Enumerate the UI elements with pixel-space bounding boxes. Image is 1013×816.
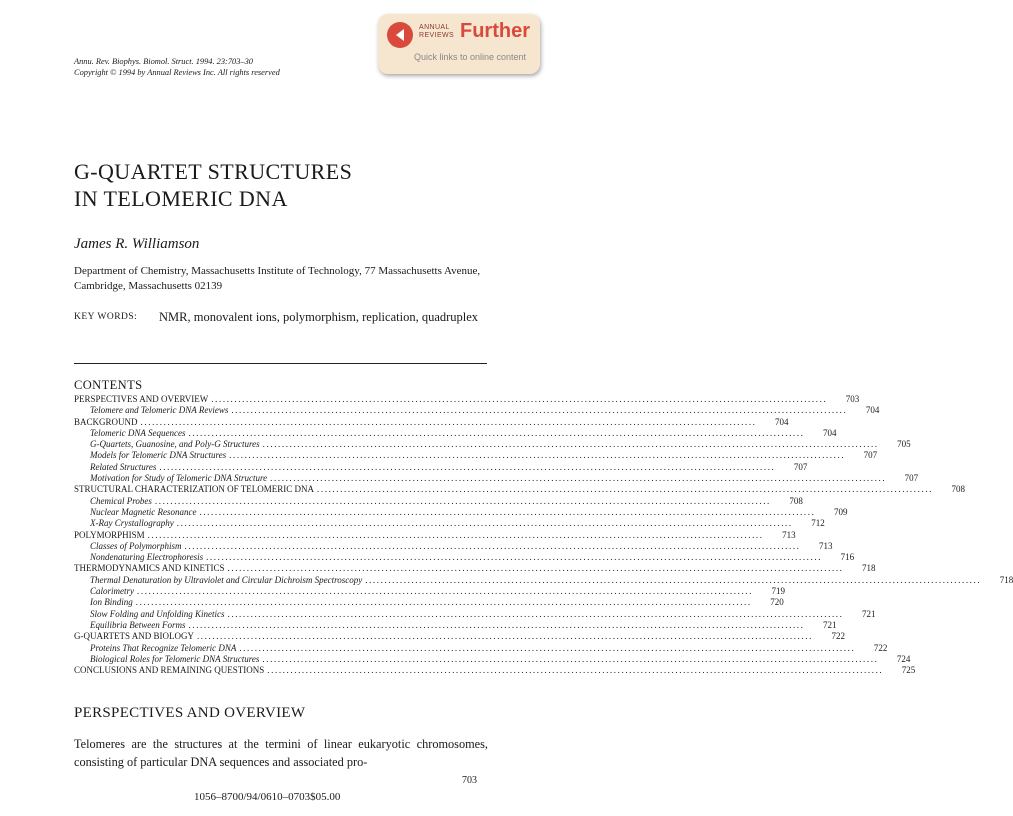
toc-entry-page: 712: [811, 518, 825, 529]
toc-dot-leader: ................................................................................................................................................................: [206, 552, 823, 563]
toc-entry-page: 705: [897, 439, 911, 450]
toc-entry-page: 707: [863, 450, 878, 461]
toc-dot-leader: ................................................................................................................................................................: [188, 427, 805, 438]
toc-entry[interactable]: [74, 552, 855, 563]
toc-entry-page: 707: [793, 461, 808, 472]
footer-code: 1056–8700/94/0610–0703$05.00: [194, 791, 341, 803]
toc-entry-page: 721: [823, 619, 837, 630]
toc-entry[interactable]: [74, 518, 825, 529]
further-label: Further: [460, 20, 530, 42]
divider-rule: [74, 363, 487, 364]
toc-dot-leader: ................................................................................................................................................................: [262, 653, 879, 664]
toc-entry-page: 721: [862, 608, 876, 619]
title-line-1: G-QUARTET STRUCTURES: [74, 159, 353, 184]
toc-entry-page: 716: [840, 552, 855, 563]
toc-dot-leader: ................................................................................................................................................................: [188, 619, 805, 630]
toc-entry-page: 722: [831, 631, 845, 642]
citation-line-1: Annu. Rev. Biophys. Biomol. Struct. 1994. 23:703–30: [74, 57, 253, 66]
toc-entry-page: 708: [951, 484, 966, 495]
toc-dot-leader: ................................................................................................................................................................: [211, 394, 828, 404]
logo-line-2: REVIEWS: [419, 32, 455, 39]
toc-entry[interactable]: [74, 484, 966, 495]
toc-dot-leader: ................................................................................................................................................................: [147, 529, 764, 540]
toc-entry-title: Nuclear Magnetic Resonance: [90, 506, 197, 517]
toc-entry[interactable]: [74, 416, 789, 428]
toc-dot-leader: ................................................................................................................................................................: [239, 642, 856, 653]
contents-heading: CONTENTS: [74, 378, 143, 392]
toc-entry-title: Slow Folding and Unfolding Kinetics: [90, 608, 225, 619]
toc-entry[interactable]: [74, 665, 916, 676]
logo-line-1: ANNUAL: [419, 24, 450, 31]
toc-dot-leader: ................................................................................................................................................................: [270, 473, 887, 484]
author-affiliation: Department of Chemistry, Massachusetts Institute of Technology, 77 Massachusetts Avenue, Cambridge, Massachusetts 02139: [74, 265, 481, 292]
toc-entry[interactable]: [74, 405, 880, 416]
toc-dot-leader: ................................................................................................................................................................: [199, 506, 816, 517]
toc-entry-page: 725: [901, 665, 916, 676]
body-paragraph: Telomeres are the structures at the termini of linear eukaryotic chromosomes, consisting of particular DNA sequences and associated pro-: [74, 737, 488, 769]
toc-dot-leader: ................................................................................................................................................................: [365, 574, 982, 585]
toc-entry-page: 718: [999, 574, 1013, 585]
toc-entry-title: CONCLUSIONS AND REMAINING QUESTIONS: [74, 665, 265, 676]
toc-entry-page: 713: [819, 540, 833, 551]
further-tagline: Quick links to online content: [414, 52, 527, 62]
toc-dot-leader: ................................................................................................................................................................: [267, 665, 884, 676]
article-title: [74, 158, 352, 212]
annual-reviews-logo-text: [419, 24, 454, 40]
toc-entry-page: 709: [833, 506, 848, 517]
toc-dot-leader: ................................................................................................................................................................: [176, 518, 793, 529]
toc-dot-leader: ................................................................................................................................................................: [137, 586, 753, 597]
toc-entry-page: 724: [896, 653, 911, 664]
author-name: James R. Williamson: [74, 236, 200, 252]
toc-entry-title: Chemical Probes: [90, 495, 152, 506]
toc-entry-title: THERMODYNAMICS AND KINETICS: [74, 563, 225, 574]
title-line-2: IN TELOMERIC DNA: [74, 186, 288, 211]
toc-entry-title: X-Ray Crystallography: [90, 518, 174, 529]
toc-entry-title: Telomere and Telomeric DNA Reviews: [90, 405, 229, 416]
toc-entry[interactable]: [74, 450, 878, 461]
toc-dot-leader: ................................................................................................................................................................: [231, 405, 848, 416]
toc-entry[interactable]: [74, 563, 876, 574]
further-banner[interactable]: [378, 14, 540, 74]
toc-entry[interactable]: [74, 439, 911, 450]
toc-entry-title: Ion Binding: [90, 597, 133, 608]
toc-entry-page: 707: [904, 473, 919, 484]
keywords-label: KEY WORDS:: [74, 312, 138, 322]
toc-entry-page: 720: [770, 597, 784, 608]
toc-entry-page: 722: [873, 642, 888, 653]
toc-entry[interactable]: [74, 394, 860, 405]
toc-entry-title: Equilibria Between Forms: [90, 619, 186, 630]
toc-entry-title: G-Quartets, Guanosine, and Poly-G Structures: [90, 439, 260, 450]
toc-entry[interactable]: [74, 586, 785, 597]
toc-dot-leader: ................................................................................................................................................................: [229, 450, 846, 461]
toc-dot-leader: ................................................................................................................................................................: [317, 484, 934, 495]
toc-dot-leader: ................................................................................................................................................................: [262, 439, 879, 450]
toc-entry-page: 704: [775, 416, 789, 427]
section-heading: PERSPECTIVES AND OVERVIEW: [74, 705, 306, 721]
toc-dot-leader: ................................................................................................................................................................: [184, 540, 801, 551]
toc-entry[interactable]: [74, 608, 876, 620]
toc-entry[interactable]: [74, 540, 833, 552]
page-number: 703: [462, 775, 477, 786]
toc-entry[interactable]: [74, 642, 888, 654]
toc-entry-title: G-QUARTETS AND BIOLOGY: [74, 631, 194, 642]
toc-dot-leader: ................................................................................................................................................................: [196, 631, 813, 642]
toc-dot-leader: ................................................................................................................................................................: [227, 563, 844, 574]
toc-entry[interactable]: [74, 495, 803, 507]
toc-entry[interactable]: [74, 619, 837, 631]
toc-entry-title: Thermal Denaturation by Ultraviolet and Circular Dichroism Spectroscopy: [90, 574, 363, 585]
toc-entry[interactable]: [74, 506, 848, 518]
toc-entry-title: Biological Roles for Telomeric DNA Structures: [90, 653, 260, 664]
toc-entry-title: Telomeric DNA Sequences: [90, 427, 186, 438]
keywords-text: NMR, monovalent ions, polymorphism, replication, quadruplex: [159, 310, 479, 324]
toc-entry-title: STRUCTURAL CHARACTERIZATION OF TELOMERIC DNA: [74, 484, 315, 495]
toc-entry-title: BACKGROUND: [74, 416, 138, 427]
citation: [74, 56, 280, 78]
toc-entry-page: 719: [771, 586, 785, 597]
toc-entry-page: 713: [782, 529, 796, 540]
back-arrow-icon: [387, 22, 413, 48]
toc-entry-page: 704: [822, 427, 837, 438]
toc-dot-leader: ................................................................................................................................................................: [227, 608, 844, 619]
toc-entry[interactable]: [74, 574, 1013, 586]
toc-entry[interactable]: [74, 529, 796, 541]
toc-entry-title: Classes of Polymorphism: [90, 540, 182, 551]
table-of-contents: [74, 394, 1013, 676]
toc-entry[interactable]: [74, 461, 808, 473]
toc-dot-leader: ................................................................................................................................................................: [159, 461, 776, 472]
toc-entry-title: Models for Telomeric DNA Structures: [90, 450, 227, 461]
toc-dot-leader: ................................................................................................................................................................: [135, 597, 752, 608]
toc-entry-page: 703: [845, 394, 860, 404]
toc-entry[interactable]: [74, 473, 919, 484]
toc-dot-leader: ................................................................................................................................................................: [140, 416, 757, 427]
toc-entry-title: Nondenaturing Electrophoresis: [90, 552, 204, 563]
toc-entry[interactable]: [74, 597, 784, 608]
toc-entry-page: 704: [865, 405, 880, 416]
toc-entry-page: 708: [789, 495, 803, 506]
toc-entry-title: POLYMORPHISM: [74, 529, 145, 540]
toc-entry[interactable]: [74, 631, 845, 642]
toc-entry[interactable]: [74, 653, 911, 665]
toc-entry-title: Motivation for Study of Telomeric DNA Structure: [90, 473, 268, 484]
toc-entry[interactable]: [74, 427, 837, 439]
toc-entry-title: PERSPECTIVES AND OVERVIEW: [74, 394, 209, 404]
citation-line-2: Copyright © 1994 by Annual Reviews Inc. All rights reserved: [74, 68, 280, 77]
toc-entry-title: Proteins That Recognize Telomeric DNA: [90, 642, 237, 653]
toc-dot-leader: ................................................................................................................................................................: [154, 495, 771, 506]
toc-entry-title: Related Structures: [90, 461, 157, 472]
toc-entry-title: Calorimetry: [90, 586, 134, 597]
toc-entry-page: 718: [862, 563, 876, 574]
